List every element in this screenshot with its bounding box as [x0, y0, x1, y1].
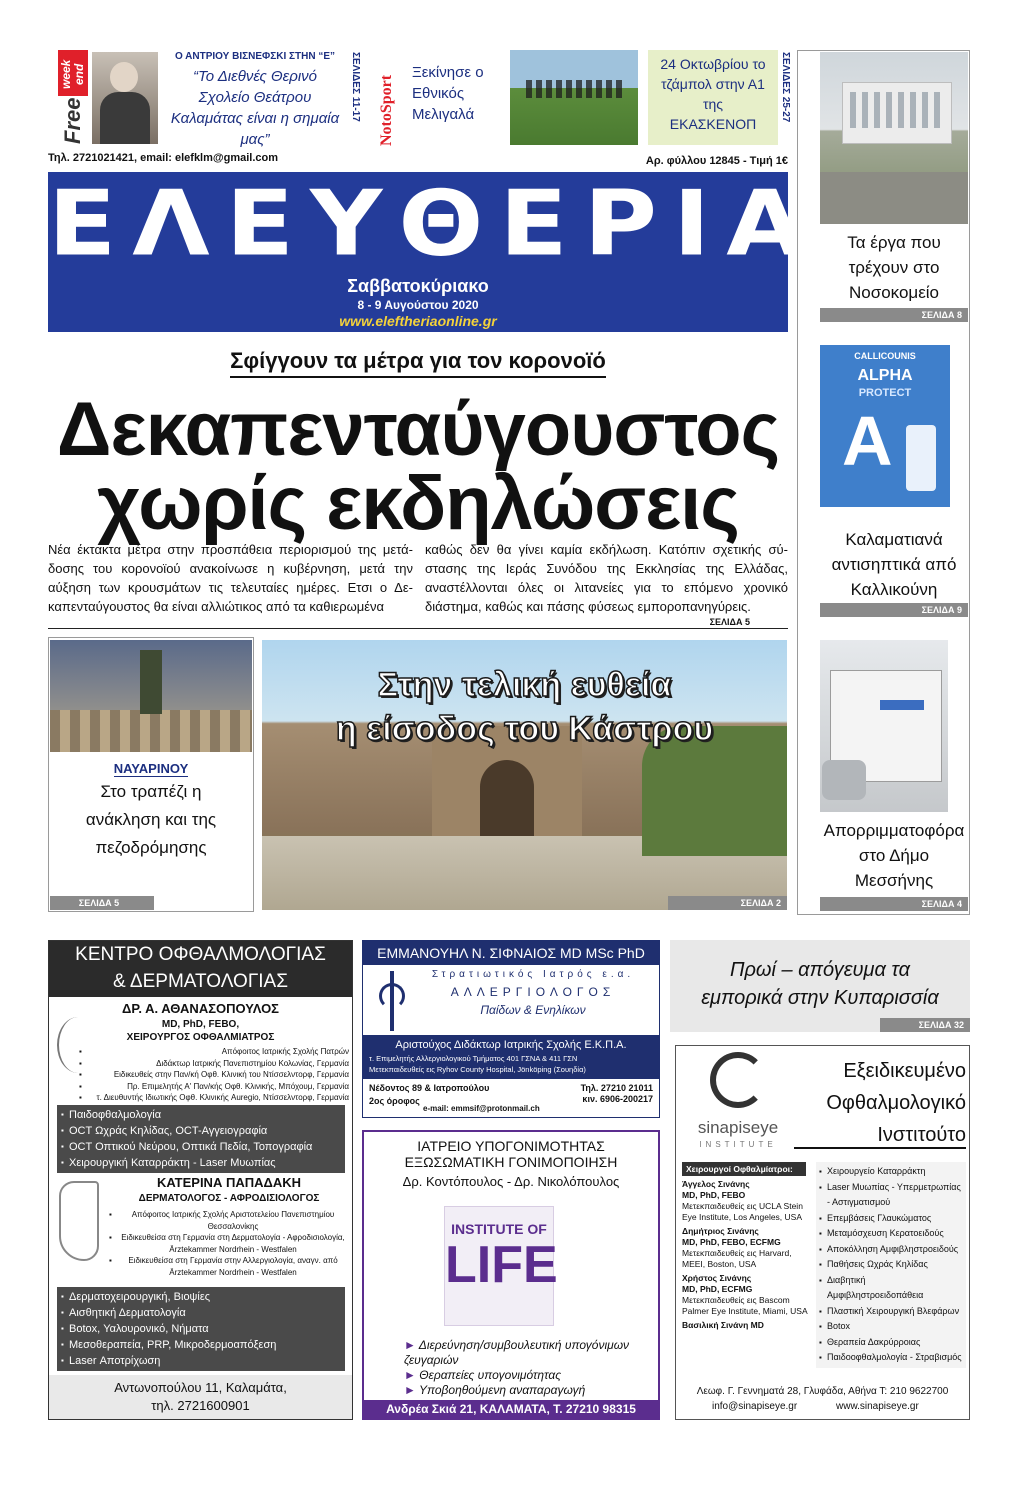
face-profile-icon: [59, 1181, 99, 1261]
alpha-bottle: [906, 425, 936, 491]
doc1-services: [57, 1105, 345, 1173]
main-headline-1[interactable]: Δεκαπενταύγουστος: [56, 387, 780, 472]
kyparissia-page-tag: ΣΕΛΙΔΑ 32: [880, 1018, 970, 1032]
main-kicker: [48, 348, 788, 378]
hospital-caption[interactable]: Τα έργα που τρέχουν στο Νοσοκομείο: [847, 233, 941, 302]
doc1-service-item: ▪ Χειρουργική Καταρράκτη - Laser Μυωπίας: [61, 1155, 341, 1171]
fertility-services: [404, 1338, 654, 1398]
doc2-cv-item: ▪ Ειδικευθείσα στη Γερμανία στην Αλλεργιολογία, αναγν. από Ärztekammer Nordrhein - Westfalen: [109, 1255, 349, 1278]
sinapis-email[interactable]: info@sinapiseye.gr: [712, 1401, 798, 1412]
logo-top-text: INSTITUTE OF: [451, 1221, 547, 1237]
masthead-title: ΕΛΕΥΘΕΡΙΑ: [48, 170, 820, 277]
surgeon-entry: Δημήτριος Σινάνης MD, PhD, FEBO, ECFMG Μετεκπαιδευθείς εις Harvard, MEEI, Boston, USA: [682, 1226, 792, 1269]
contact-line: Τηλ. 2721021421, email: elefklm@gmail.com: [48, 152, 279, 164]
doc2-role: ΔΕΡΜΑΤΟΛΟΓΟΣ - ΑΦΡΟΔΙΣΙΟΛΟΓΟΣ: [138, 1193, 320, 1204]
sinapis-service-item: ▪ Χειρουργείο Καταρράκτη: [819, 1164, 963, 1180]
alcohol-caption[interactable]: Καλαματιανά αντισηπτικά από Καλλικούνη: [831, 530, 957, 599]
sinapis-service-item: ▪ Επεμβάσεις Γλαυκώματος: [819, 1211, 963, 1227]
doc2-cv-item: ▪ Ειδικευθείσα στη Γερμανία στη Δερματολογία - Αφροδισιολογία, Ärztekammer Nordrhein - Westfalen: [109, 1232, 349, 1255]
promo-quote: “Το Διεθνές Θερινό Σχολείο Θεάτρου Καλαμάτας είναι η σημαία μας”: [170, 68, 340, 148]
main-kicker-text: Σφίγγουν τα μέτρα για τον κορονοϊό: [230, 348, 606, 378]
castle-page-tag: ΣΕΛΙΔΑ 2: [668, 896, 787, 910]
main-body-col2: καθώς δεν θα γίνει καμία εκδήλωση. Κατόπιν σχετικής σύ-στασης της Ιεράς Συνόδου της Εκκλησίας της Ελλάδας, αναστέλλονται όλες οι λιτανείες για το επόμενο χρονικό διάστημα, καθώς και πάσης φύσεως εμποροπανηγύρεις.: [425, 542, 788, 614]
alpha-protect-photo: [820, 345, 950, 507]
sifnaios-email[interactable]: e-mail: emmsif@protonmail.ch: [423, 1104, 540, 1113]
sifnaios-name: ΕΜΜΑΝΟΥΗΛ Ν. ΣΙΦΝΑΙΟΣ MD MSc PhD: [363, 941, 659, 965]
surgeon-entry: Χρήστος Σινάνης MD, PhD, ECFMG Μετεκπαιδευθείς εις Bascom Palmer Eye Institute, Miami, USA: [682, 1273, 808, 1316]
fertility-service-item: ► Θεραπείες υπογονιμότητας: [404, 1368, 562, 1382]
institute-of-life-logo: [444, 1206, 558, 1326]
ad-eye-derm[interactable]: [48, 940, 353, 1420]
masthead: [48, 170, 820, 332]
truck-caption[interactable]: Απορριμματοφόρα στο Δήμο Μεσσήνης: [823, 821, 965, 890]
alpha-sub: PROTECT: [858, 387, 912, 399]
masthead-url[interactable]: www.eleftheriaonline.gr: [339, 313, 497, 329]
sinapis-web[interactable]: www.sinapiseye.gr: [836, 1401, 919, 1412]
sinapis-service-item: ▪ Μεταμόσχευση Κερατοειδούς: [819, 1226, 963, 1242]
sifnaios-specialty: ΑΛΛΕΡΓΙΟΛΟΓΟΣ: [450, 985, 616, 999]
sinapis-address: Λεωφ. Γ. Γεννηματά 28, Γλυφάδα, Αθήνα Τ: 210 9622700: [696, 1386, 949, 1397]
doc1-name: ΔΡ. Α. ΑΘΑΝΑΣΟΠΟΥΛΟΣ: [122, 1001, 279, 1016]
main-headline-2[interactable]: χωρίς εκδηλώσεις: [97, 461, 739, 546]
sinapis-service-item: ▪ Θεραπεία Δακρύρροιας: [819, 1335, 963, 1351]
weekend-end: end: [72, 63, 86, 85]
doc1-cv-item: ▪ τ. Διευθυντής Ιδιωτικής Οφθ. Κλινικής Auregio, Ντίσσελντορφ, Γερμανία: [79, 1092, 349, 1104]
doc1-cv-item: ▪ Ειδικευθείς στην Παν/κή Οφθ. Κλινική του Ντίσσελντορφ, Γερμανία: [79, 1069, 349, 1081]
promo-kicker: Ο ΑΝΤΡΙΟΥ ΒΙΣΝΕΦΣΚΙ ΣΤΗΝ “Ε”: [174, 51, 335, 62]
promo-vishnevski[interactable]: [160, 50, 350, 148]
doc2-cv: [109, 1209, 349, 1278]
ad-eye-derm-title1: ΚΕΝΤΡΟ ΟΦΘΑΛΜΟΛΟΓΙΑΣ: [75, 944, 326, 965]
main-body-col1: Νέα έκτακτα μέτρα στην προσπάθεια περιορισμού της μετά-δοσης του κορονοϊού ανακοίνωσε η κυβέρνηση, μετά την αύξηση των κρουσμάτων τις τελευταίες ημέρες. Ετσι ο Δε-καπενταύγουστος θα είναι αλλιώτικος από τα καθιερωμένα: [48, 542, 413, 614]
surgeon-entry: Βασιλική Σινάνη MD: [682, 1320, 764, 1330]
sinapis-service-item: ▪ Botox: [819, 1319, 963, 1335]
navarinou-text[interactable]: Στο τραπέζι η ανάκληση και της πεζοδρόμησης: [85, 782, 217, 857]
sifnaios-mobile[interactable]: κιν. 6906-200217: [582, 1094, 653, 1104]
fertility-address: Ανδρέα Σκιά 21, ΚΑΛΑΜΑΤΑ, Τ. 27210 98315: [364, 1400, 658, 1418]
sifnaios-floor: 2ος όροφος: [369, 1096, 420, 1106]
sifnaios-credential: Αριστούχος Διδάκτωρ Ιατρικής Σχολής Ε.Κ.Π.Α.: [395, 1039, 627, 1051]
surgeon-entry: Άγγελος Σινάνης MD, PhD, FEBO Μετεκπαιδευθείς εις UCLA Stein Eye Institute, Los Angeles, USA: [682, 1179, 803, 1222]
logo-main-text: LIFE: [445, 1236, 558, 1294]
doc1-degrees: MD, PhD, FEBO,: [161, 1019, 240, 1030]
sinapis-brand-sub: INSTITUTE: [699, 1140, 777, 1149]
sinapis-title2: Οφθαλμολογικό: [826, 1092, 966, 1114]
sinapis-service-item: ▪ Laser Μυωπίας - Υπερμετρωπίας - Αστιγματισμού: [819, 1180, 963, 1211]
ad-eye-derm-footer: [49, 1375, 352, 1419]
sinapis-service-item: ▪ Διαβητική Αμφιβληστροειδοπάθεια: [819, 1273, 963, 1304]
kyparissia-text: Πρωί – απόγευμα τα εμπορικά στην Κυπαρισσία: [701, 959, 939, 1009]
sifnaios-subtitle: Στρατιωτικός Ιατρός ε.α.: [431, 969, 635, 980]
notosport-logo: NotoSport: [378, 74, 395, 146]
sinapis-title1: Εξειδικευμένο: [843, 1060, 966, 1082]
navarinou-kicker-text: ΝΑΥΑΡΙΝΟΥ: [113, 761, 189, 776]
sinapis-service-item: ▪ Πλαστική Χειρουργική Βλεφάρων: [819, 1304, 963, 1320]
alcohol-page-tag: ΣΕΛΙΔΑ 9: [820, 603, 968, 617]
weekend-badge: [58, 50, 88, 146]
navarinou-photo: [50, 640, 252, 752]
weekend-week: week: [59, 59, 73, 89]
sinapis-services: [816, 1162, 966, 1368]
fertility-title1: ΙΑΤΡΕΙΟ ΥΠΟΓΟΝΙΜΟΤΗΤΑΣ: [417, 1138, 605, 1154]
doc2-service-item: ▪ Laser Αποτρίχωση: [61, 1353, 341, 1369]
ad-eye-derm-phone: τηλ. 2721600901: [151, 1398, 250, 1413]
sinapis-title3: Ινστιτούτο: [794, 1124, 966, 1149]
fertility-doctors: Δρ. Κοντόπουλος - Δρ. Νικολόπουλος: [402, 1174, 620, 1189]
sinapis-service-item: ▪ Αποκόλληση Αμφιβληστροειδούς: [819, 1242, 963, 1258]
doc1-cv: [79, 1046, 349, 1104]
sifnaios-line1: τ. Επιμελητής Αλλεργιολογικού Τμήματος 401 ΓΣΝΑ & 411 ΓΣΝ: [369, 1054, 578, 1063]
sifnaios-patients: Παίδων & Ενηλίκων: [480, 1003, 586, 1017]
caduceus-icon: [377, 971, 407, 1031]
doc1-cv-item: ▪ Απόφοιτος Ιατρικής Σχολής Πατρών: [79, 1046, 349, 1058]
ad-eye-derm-title2: & ΔΕΡΜΑΤΟΛΟΓΙΑΣ: [113, 971, 288, 992]
doc2-service-item: ▪ Botox, Υαλουρονικό, Νήματα: [61, 1321, 341, 1337]
sinapis-surgeons: [682, 1179, 810, 1331]
promo-ethnikos[interactable]: Ξεκίνησε ο Εθνικός Μελιγαλά: [412, 64, 484, 123]
masthead-edition: Σαββατοκύριακο: [347, 276, 489, 296]
sifnaios-line2: Μετεκπαιδευθείς εις Ryhov County Hospital, Jönköping (Σουηδία): [369, 1065, 586, 1074]
sifnaios-info: [363, 1035, 659, 1079]
sinapis-eye-icon: [710, 1052, 766, 1108]
doc2-service-item: ▪ Δερματοχειρουργική, Βιοψίες: [61, 1289, 341, 1305]
doc1-service-item: ▪ OCT Οπτικού Νεύρου, Οπτικά Πεδία, Τοπογραφία: [61, 1139, 341, 1155]
doc1-cv-item: ▪ Πρ. Επιμελητής Α' Παν/κής Οφθ. Κλινικής, Μπόχουμ, Γερμανία: [79, 1081, 349, 1093]
fertility-service-item: ► Υποβοηθούμενη αναπαραγωγή: [404, 1383, 586, 1397]
ad-eye-derm-address: Αντωνοπούλου 11, Καλαμάτα,: [114, 1380, 287, 1395]
doc2-name: ΚΑΤΕΡΙΝΑ ΠΑΠΑΔΑΚΗ: [156, 1175, 302, 1190]
doc2-cv-item: ▪ Απόφοιτος Ιατρικής Σχολής Αριστοτελείου Πανεπιστημίου Θεσσαλονίκης: [109, 1209, 349, 1232]
navarinou-kicker: [48, 760, 254, 778]
ad-fertility[interactable]: [362, 1130, 660, 1420]
truck-page-tag: ΣΕΛΙΔΑ 4: [820, 897, 968, 911]
sifnaios-address: Νέδοντος 89 & Ιατροπούλου: [369, 1083, 490, 1093]
castle-headline-1: Στην τελική ευθεία: [377, 666, 672, 704]
promo-eksakenop[interactable]: [648, 50, 778, 145]
play-icon: ►: [404, 1383, 419, 1397]
garbage-truck-photo: [820, 640, 948, 812]
alpha-name: ALPHA: [857, 367, 913, 384]
doc1-cv-item: ▪ Διδάκτωρ Ιατρικής Πανεπιστημίου Κολωνίας, Γερμανία: [79, 1058, 349, 1070]
doc2-service-item: ▪ Αισθητική Δερματολογία: [61, 1305, 341, 1321]
doc2-services: [57, 1287, 345, 1371]
promo-pages: ΣΕΛΙΔΕΣ 11-17: [350, 52, 361, 122]
play-icon: ►: [404, 1368, 420, 1382]
hospital-photo: [820, 52, 968, 224]
promo-eksakenop-pages: ΣΕΛΙΔΕΣ 25-27: [780, 52, 791, 123]
main-page-ref: ΣΕΛΙΔΑ 5: [709, 617, 750, 627]
fertility-title2: ΕΞΩΣΩΜΑΤΙΚΗ ΓΟΝΙΜΟΠΟΙΗΣΗ: [404, 1154, 618, 1170]
sifnaios-tel[interactable]: Τηλ. 27210 21011: [580, 1083, 653, 1093]
hospital-page-tag: ΣΕΛΙΔΑ 8: [820, 308, 968, 322]
masthead-date: 8 - 9 Αυγούστου 2020: [357, 298, 479, 312]
weekend-free: Free: [60, 97, 85, 144]
doc2-service-item: ▪ Μεσοθεραπεία, PRP, Μικροδερμοαπόξεση: [61, 1337, 341, 1353]
sinapis-service-item: ▪ Παιδοοφθαλμολογία - Στραβισμός: [819, 1350, 963, 1366]
doc1-role: ΧΕΙΡΟΥΡΓΟΣ ΟΦΘΑΛΜΙΑΤΡΟΣ: [126, 1032, 275, 1043]
alpha-brand: CALLICOUNIS: [854, 351, 916, 361]
sinapis-brand: sinapiseye: [697, 1118, 779, 1137]
doc1-service-item: ▪ OCT Ωχράς Κηλίδας, OCT-Αγγειογραφία: [61, 1123, 341, 1139]
fertility-service-item: ► Διερεύνηση/συμβουλευτική υπογόνιμων ζευγαριών: [404, 1338, 630, 1367]
doc1-service-item: ▪ Παιδοφθαλμολογία: [61, 1107, 341, 1123]
castle-photo[interactable]: [262, 640, 787, 910]
sinapis-surgeons-label: Χειρουργοί Οφθαλμίατροι:: [682, 1162, 806, 1176]
ad-eye-derm-header: [49, 941, 352, 997]
ad-sifnaios[interactable]: [362, 940, 660, 1118]
promo-eksakenop-text: 24 Οκτωβρίου το τζάμπολ στην Α1 της ΕΚΑΣΚΕΝΟΠ: [660, 56, 766, 132]
football-team-photo: [510, 50, 638, 145]
alpha-letter: A: [842, 402, 893, 480]
issue-line: Αρ. φύλλου 12845 - Τιμή 1€: [645, 155, 788, 167]
play-icon: ►: [404, 1338, 419, 1352]
sinapis-service-item: ▪ Παθήσεις Ωχράς Κηλίδας: [819, 1257, 963, 1273]
ad-sinapis[interactable]: [675, 1045, 970, 1420]
castle-headline-2: η είσοδος του Κάστρου: [335, 710, 714, 748]
vishnevski-photo: [92, 52, 158, 144]
main-story-rule: [48, 628, 788, 629]
navarinou-page-tag: ΣΕΛΙΔΑ 5: [50, 896, 154, 910]
